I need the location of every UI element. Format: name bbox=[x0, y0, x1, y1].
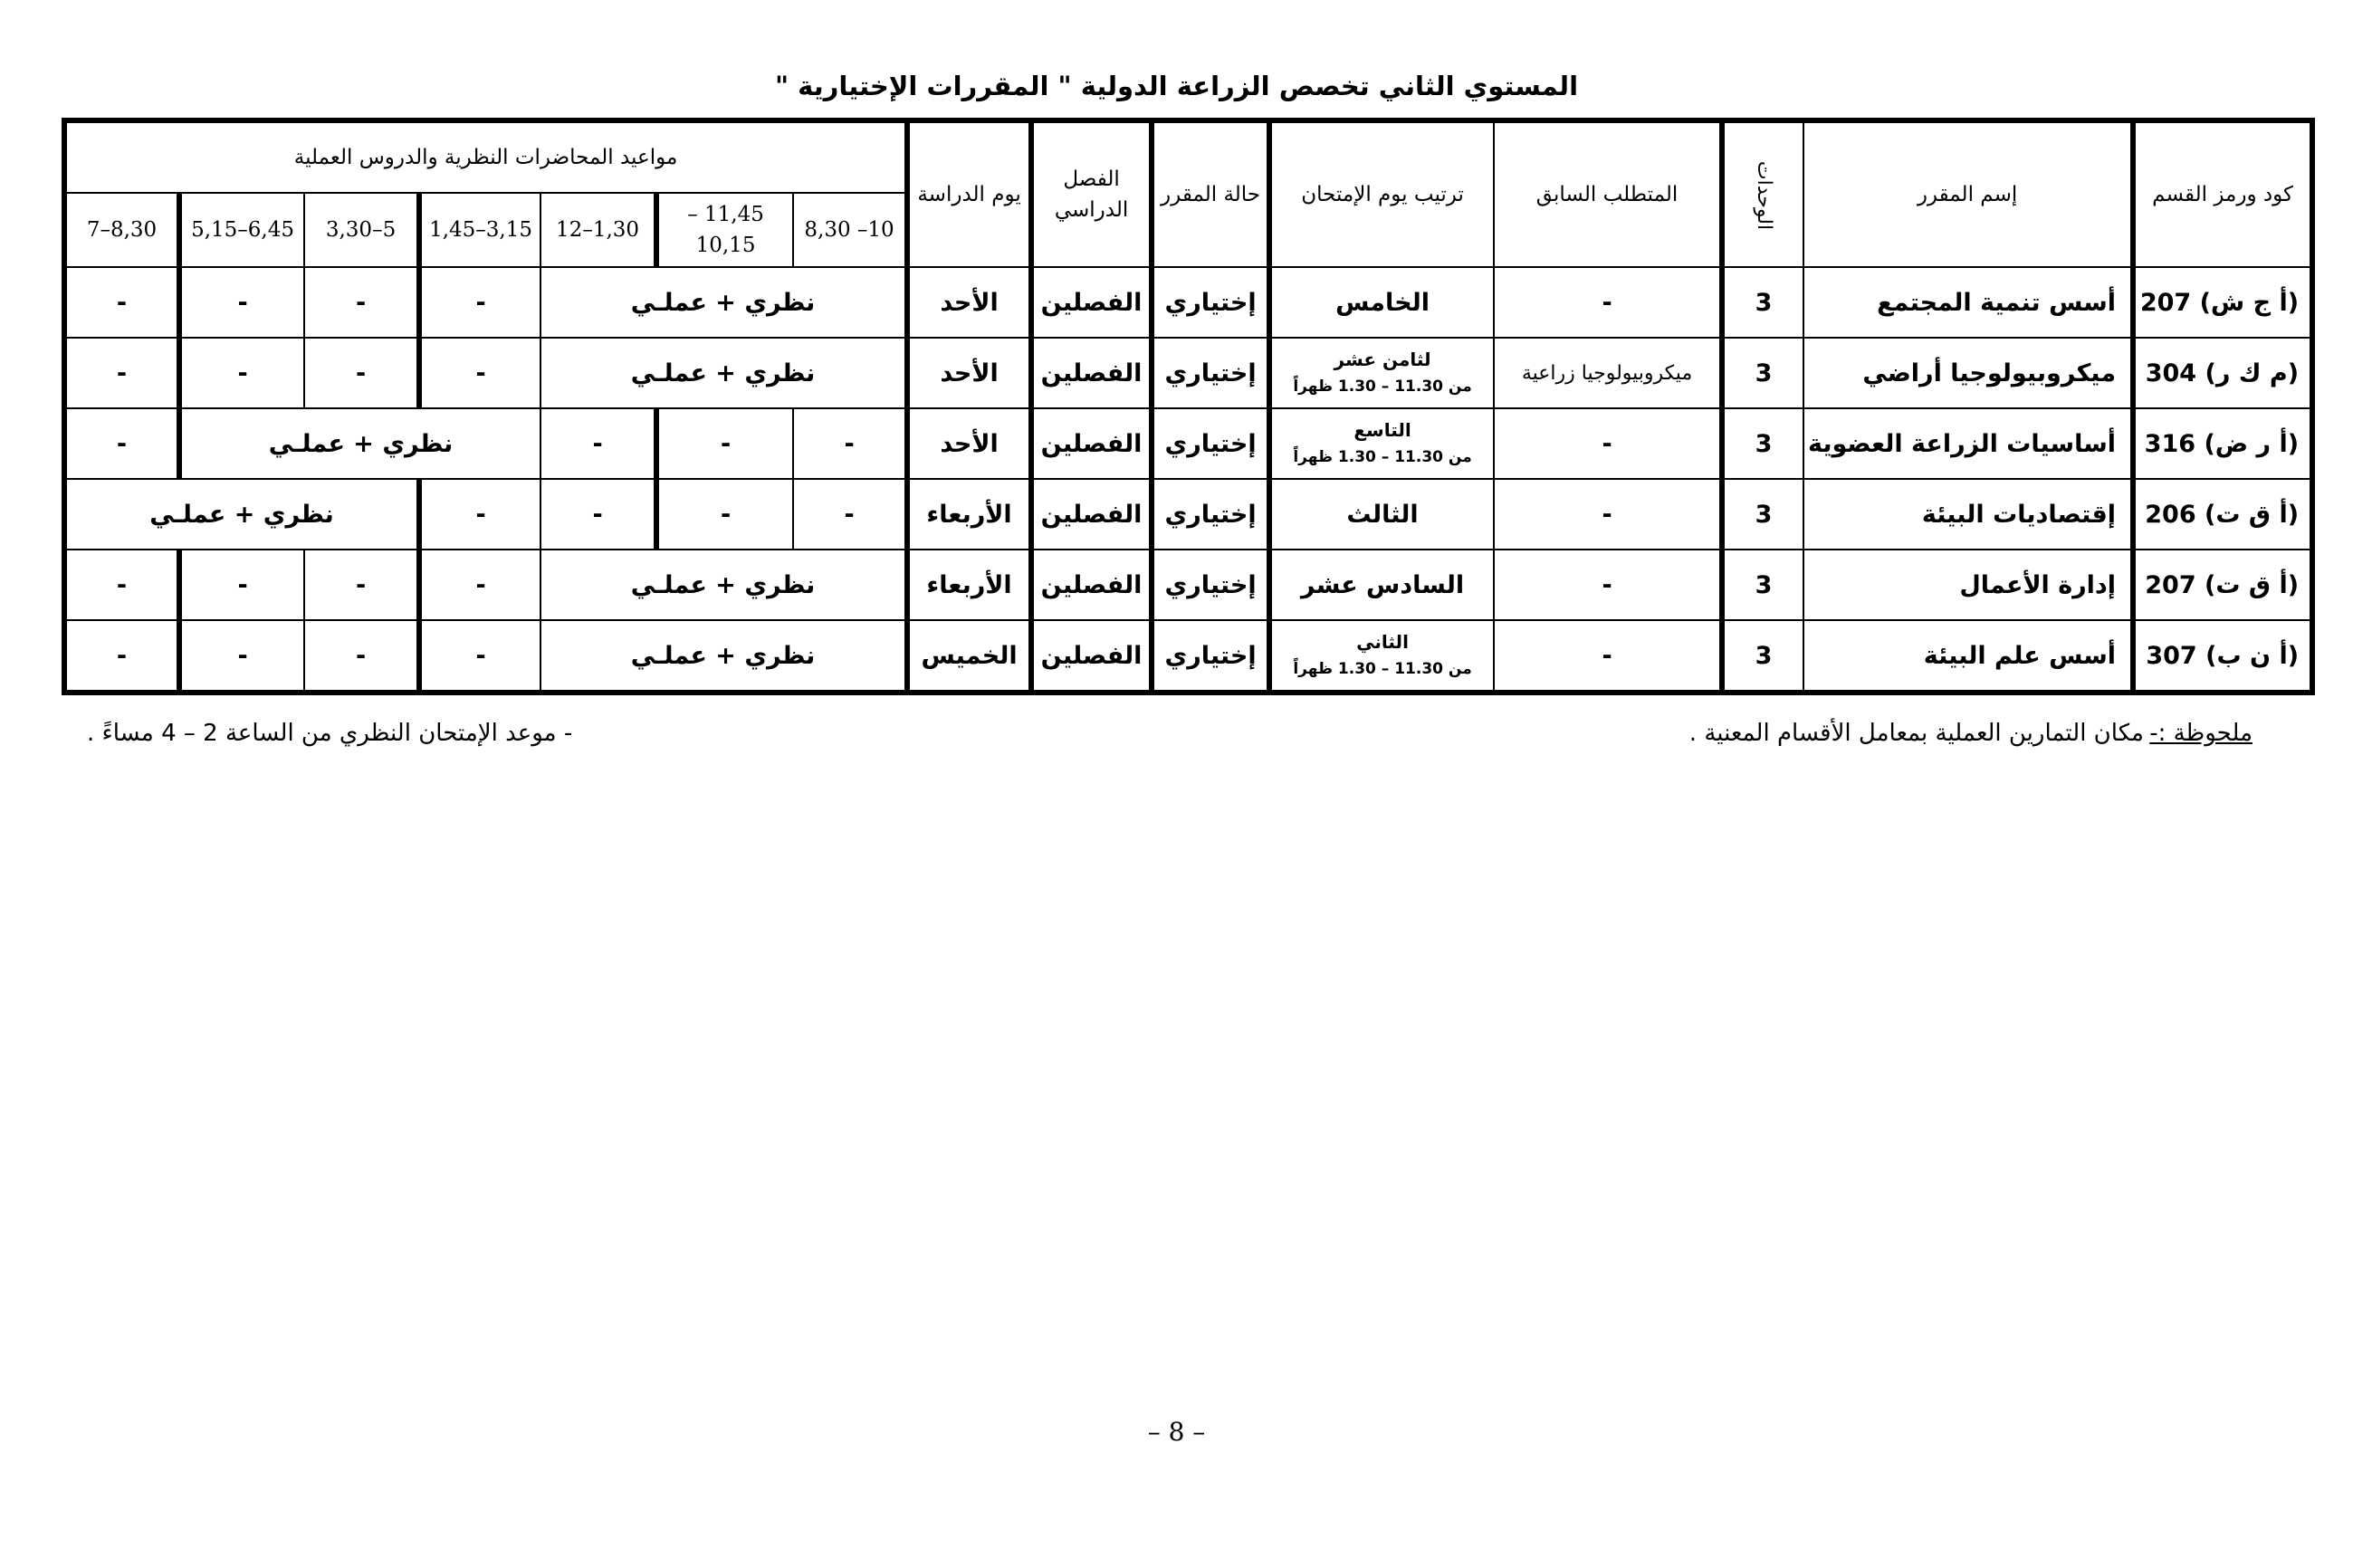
cell-study-day: الأربعاء bbox=[907, 550, 1031, 620]
cell-slot-empty: - bbox=[656, 408, 793, 479]
cell-semester: الفصلين bbox=[1031, 620, 1152, 693]
cell-slot-empty: - bbox=[419, 550, 540, 620]
cell-study-day: الأحد bbox=[907, 338, 1031, 408]
cell-semester: الفصلين bbox=[1031, 408, 1152, 479]
header-slot: 1,30–12 bbox=[540, 193, 656, 267]
exam-time: من 11.30 – 1.30 ظهراً bbox=[1293, 378, 1472, 396]
table-row bbox=[64, 267, 2312, 338]
cell-slot-empty: - bbox=[304, 267, 419, 338]
exam-time: من 11.30 – 1.30 ظهراً bbox=[1293, 448, 1472, 466]
table-row bbox=[64, 550, 2312, 620]
cell-course-name: إدارة الأعمال bbox=[1803, 550, 2133, 620]
cell-course-status: إختياري bbox=[1152, 479, 1269, 550]
note-practical-location: مكان التمارين العملية بمعامل الأقسام المعنية . bbox=[1688, 720, 2144, 747]
cell-study-day: الأحد bbox=[907, 267, 1031, 338]
cell-semester: الفصلين bbox=[1031, 479, 1152, 550]
header-schedule-group: مواعيد المحاضرات النظرية والدروس العملية bbox=[64, 120, 907, 193]
cell-exam-order bbox=[1269, 338, 1494, 408]
header-slot: 3,15–1,45 bbox=[419, 193, 540, 267]
exam-time: من 11.30 – 1.30 ظهراً bbox=[1293, 660, 1472, 678]
exam-day: الثاني bbox=[1356, 631, 1409, 653]
cell-slot-empty: - bbox=[304, 620, 419, 693]
cell-prerequisite: - bbox=[1494, 408, 1722, 479]
header-units-label: الوحدات bbox=[1753, 160, 1776, 230]
header-exam-order: ترتيب يوم الإمتحان bbox=[1269, 120, 1494, 267]
cell-prerequisite: - bbox=[1494, 550, 1722, 620]
cell-slot-empty: - bbox=[656, 479, 793, 550]
cell-units: 3 bbox=[1722, 408, 1803, 479]
cell-course-name: أساسيات الزراعة العضوية bbox=[1803, 408, 2133, 479]
document-title: المستوي الثاني تخصص الزراعة الدولية " المقررات الإختيارية " bbox=[774, 71, 1579, 101]
cell-course-name: أسس علم البيئة bbox=[1803, 620, 2133, 693]
header-prerequisite: المتطلب السابق bbox=[1494, 120, 1722, 267]
notes-row bbox=[62, 720, 2314, 756]
cell-code: (أ ر ض) 316 bbox=[2133, 408, 2312, 479]
exam-day: لثامن عشر bbox=[1334, 349, 1431, 370]
cell-slot-empty: - bbox=[179, 550, 304, 620]
cell-course-status: إختياري bbox=[1152, 550, 1269, 620]
header-slot: 5–3,30 bbox=[304, 193, 419, 267]
cell-units: 3 bbox=[1722, 338, 1803, 408]
cell-prerequisite: - bbox=[1494, 267, 1722, 338]
cell-slot-empty: - bbox=[64, 338, 179, 408]
cell-slot-empty: - bbox=[793, 479, 907, 550]
cell-study-day: الأربعاء bbox=[907, 479, 1031, 550]
cell-semester: الفصلين bbox=[1031, 550, 1152, 620]
cell-slot-empty: - bbox=[419, 479, 540, 550]
cell-course-status: إختياري bbox=[1152, 267, 1269, 338]
cell-code: (أ ق ت) 207 bbox=[2133, 550, 2312, 620]
cell-slot-empty: - bbox=[179, 267, 304, 338]
table-row bbox=[64, 338, 2312, 408]
header-units bbox=[1722, 120, 1803, 267]
table-row bbox=[64, 620, 2312, 693]
cell-slot-session: نظري + عملـي bbox=[64, 479, 419, 550]
cell-exam-order bbox=[1269, 267, 1494, 338]
header-slot: 6,45–5,15 bbox=[179, 193, 304, 267]
cell-slot-empty: - bbox=[419, 338, 540, 408]
cell-slot-empty: - bbox=[179, 338, 304, 408]
cell-slot-empty: - bbox=[419, 267, 540, 338]
cell-slot-empty: - bbox=[540, 408, 656, 479]
exam-day: السادس عشر bbox=[1300, 570, 1465, 599]
note-exam-time: - موعد الإمتحان النظري من الساعة 2 – 4 مساءً . bbox=[87, 720, 573, 747]
cell-code: (أ ن ب) 307 bbox=[2133, 620, 2312, 693]
cell-slot-session: نظري + عملـي bbox=[540, 550, 907, 620]
exam-day: الثالث bbox=[1346, 500, 1419, 529]
cell-code: (أ ق ت) 206 bbox=[2133, 479, 2312, 550]
header-slot: 10– 8,30 bbox=[793, 193, 907, 267]
cell-slot-session: نظري + عملـي bbox=[179, 408, 540, 479]
cell-exam-order bbox=[1269, 479, 1494, 550]
cell-course-name: ميكروبيولوجيا أراضي bbox=[1803, 338, 2133, 408]
cell-course-status: إختياري bbox=[1152, 338, 1269, 408]
cell-study-day: الخميس bbox=[907, 620, 1031, 693]
cell-exam-order bbox=[1269, 550, 1494, 620]
exam-day: الخامس bbox=[1335, 288, 1430, 317]
cell-units: 3 bbox=[1722, 550, 1803, 620]
cell-slot-empty: - bbox=[793, 408, 907, 479]
cell-exam-order bbox=[1269, 408, 1494, 479]
table-row bbox=[64, 479, 2312, 550]
cell-slot-empty: - bbox=[179, 620, 304, 693]
cell-course-name: أسس تنمية المجتمع bbox=[1803, 267, 2133, 338]
cell-semester: الفصلين bbox=[1031, 338, 1152, 408]
cell-slot-empty: - bbox=[64, 550, 179, 620]
cell-prerequisite: - bbox=[1494, 620, 1722, 693]
cell-prerequisite: ميكروبيولوجيا زراعية bbox=[1494, 338, 1722, 408]
cell-slot-empty: - bbox=[64, 408, 179, 479]
cell-semester: الفصلين bbox=[1031, 267, 1152, 338]
cell-slot-session: نظري + عملـي bbox=[540, 267, 907, 338]
exam-day: التاسع bbox=[1353, 419, 1411, 441]
header-course-name: إسم المقرر bbox=[1803, 120, 2133, 267]
header-course-status: حالة المقرر bbox=[1152, 120, 1269, 267]
page-number: – 8 – bbox=[1147, 1417, 1206, 1447]
cell-study-day: الأحد bbox=[907, 408, 1031, 479]
table-row bbox=[64, 408, 2312, 479]
header-slot: 8,30–7 bbox=[64, 193, 179, 267]
cell-slot-session: نظري + عملـي bbox=[540, 338, 907, 408]
cell-code: (م ك ر) 304 bbox=[2133, 338, 2312, 408]
cell-slot-empty: - bbox=[64, 267, 179, 338]
cell-prerequisite: - bbox=[1494, 479, 1722, 550]
header-study-day: يوم الدراسة bbox=[907, 120, 1031, 267]
note-label: ملحوظة :- bbox=[2149, 720, 2253, 747]
header-slot: 11,45 –10,15 bbox=[656, 193, 793, 267]
cell-slot-empty: - bbox=[304, 550, 419, 620]
cell-slot-empty: - bbox=[64, 620, 179, 693]
header-code: كود ورمز القسم bbox=[2133, 120, 2312, 267]
cell-course-status: إختياري bbox=[1152, 620, 1269, 693]
header-semester: الفصل الدراسي bbox=[1031, 120, 1152, 267]
cell-units: 3 bbox=[1722, 267, 1803, 338]
cell-slot-empty: - bbox=[419, 620, 540, 693]
cell-slot-empty: - bbox=[540, 479, 656, 550]
cell-course-name: إقتصاديات البيئة bbox=[1803, 479, 2133, 550]
cell-units: 3 bbox=[1722, 479, 1803, 550]
cell-slot-empty: - bbox=[304, 338, 419, 408]
elective-courses-table bbox=[62, 118, 2315, 695]
cell-exam-order bbox=[1269, 620, 1494, 693]
cell-units: 3 bbox=[1722, 620, 1803, 693]
cell-slot-session: نظري + عملـي bbox=[540, 620, 907, 693]
cell-code: (أ ج ش) 207 bbox=[2133, 267, 2312, 338]
cell-course-status: إختياري bbox=[1152, 408, 1269, 479]
